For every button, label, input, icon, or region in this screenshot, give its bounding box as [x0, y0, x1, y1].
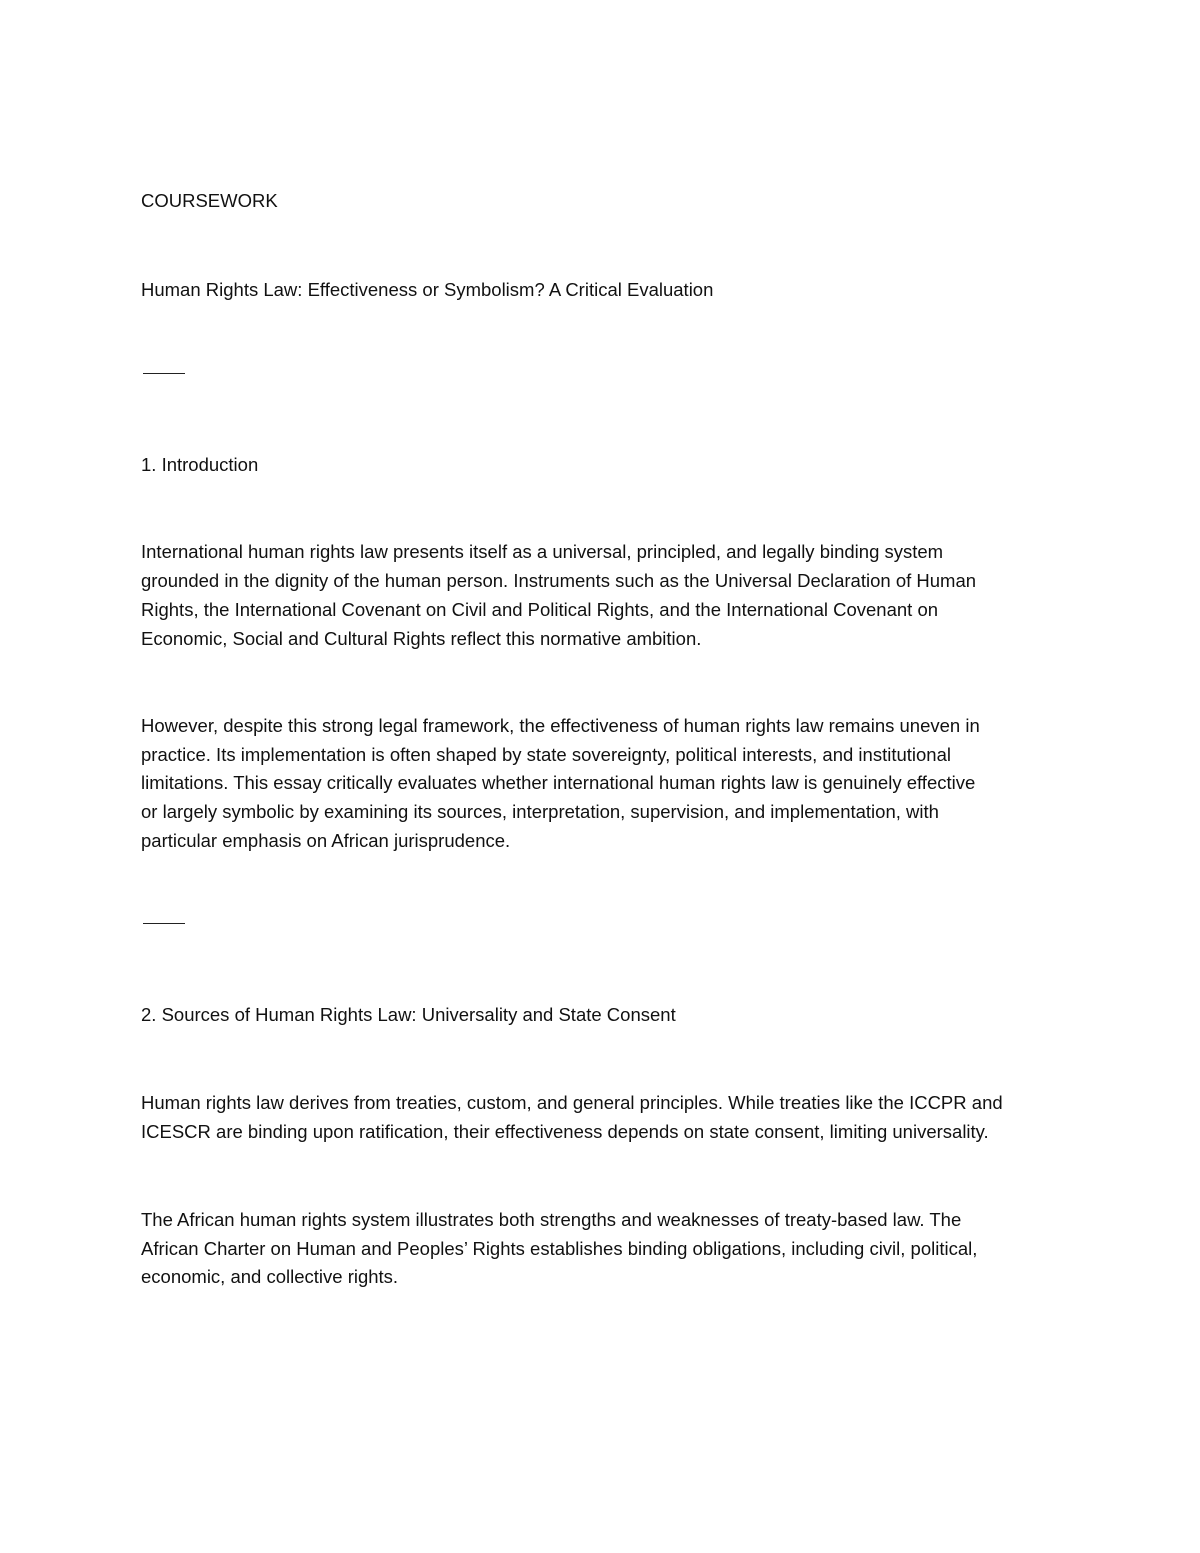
paragraph-line: limitations. This essay critically evaluates whether international human rights law is genuinely effective [141, 772, 976, 793]
paragraph-line: particular emphasis on African jurisprudence. [141, 830, 511, 851]
paragraph-line: However, despite this strong legal framework, the effectiveness of human rights law remains uneven in [141, 715, 980, 736]
paragraph-line: ICESCR are binding upon ratification, their effectiveness depends on state consent, limiting universality. [141, 1121, 989, 1142]
paragraph-line: African Charter on Human and Peoples’ Rights establishes binding obligations, including civil, political, [141, 1238, 978, 1259]
paragraph-line: economic, and collective rights. [141, 1266, 399, 1287]
paragraph-line: International human rights law presents itself as a universal, principled, and legally binding system [141, 541, 944, 562]
paragraph-line: practice. Its implementation is often shaped by state sovereignty, political interests, and institutional [141, 744, 951, 765]
section-heading-sources: 2. Sources of Human Rights Law: Universality and State Consent [141, 1004, 676, 1025]
coursework-label: COURSEWORK [141, 190, 278, 211]
document-title: Human Rights Law: Effectiveness or Symbolism? A Critical Evaluation [141, 279, 714, 300]
paragraph-line: Rights, the International Covenant on Civil and Political Rights, and the International Covenant on [141, 599, 939, 620]
section-divider [143, 923, 185, 924]
paragraph-line: grounded in the dignity of the human person. Instruments such as the Universal Declaration of Human [141, 570, 977, 591]
section-divider [143, 373, 185, 374]
section-heading-introduction: 1. Introduction [141, 454, 259, 475]
paragraph-line: Economic, Social and Cultural Rights reflect this normative ambition. [141, 628, 702, 649]
paragraph-line: or largely symbolic by examining its sources, interpretation, supervision, and implementation, with [141, 801, 939, 822]
paragraph-line: Human rights law derives from treaties, custom, and general principles. While treaties like the ICCPR and [141, 1092, 1003, 1113]
paragraph-line: The African human rights system illustrates both strengths and weaknesses of treaty-based law. The [141, 1209, 962, 1230]
